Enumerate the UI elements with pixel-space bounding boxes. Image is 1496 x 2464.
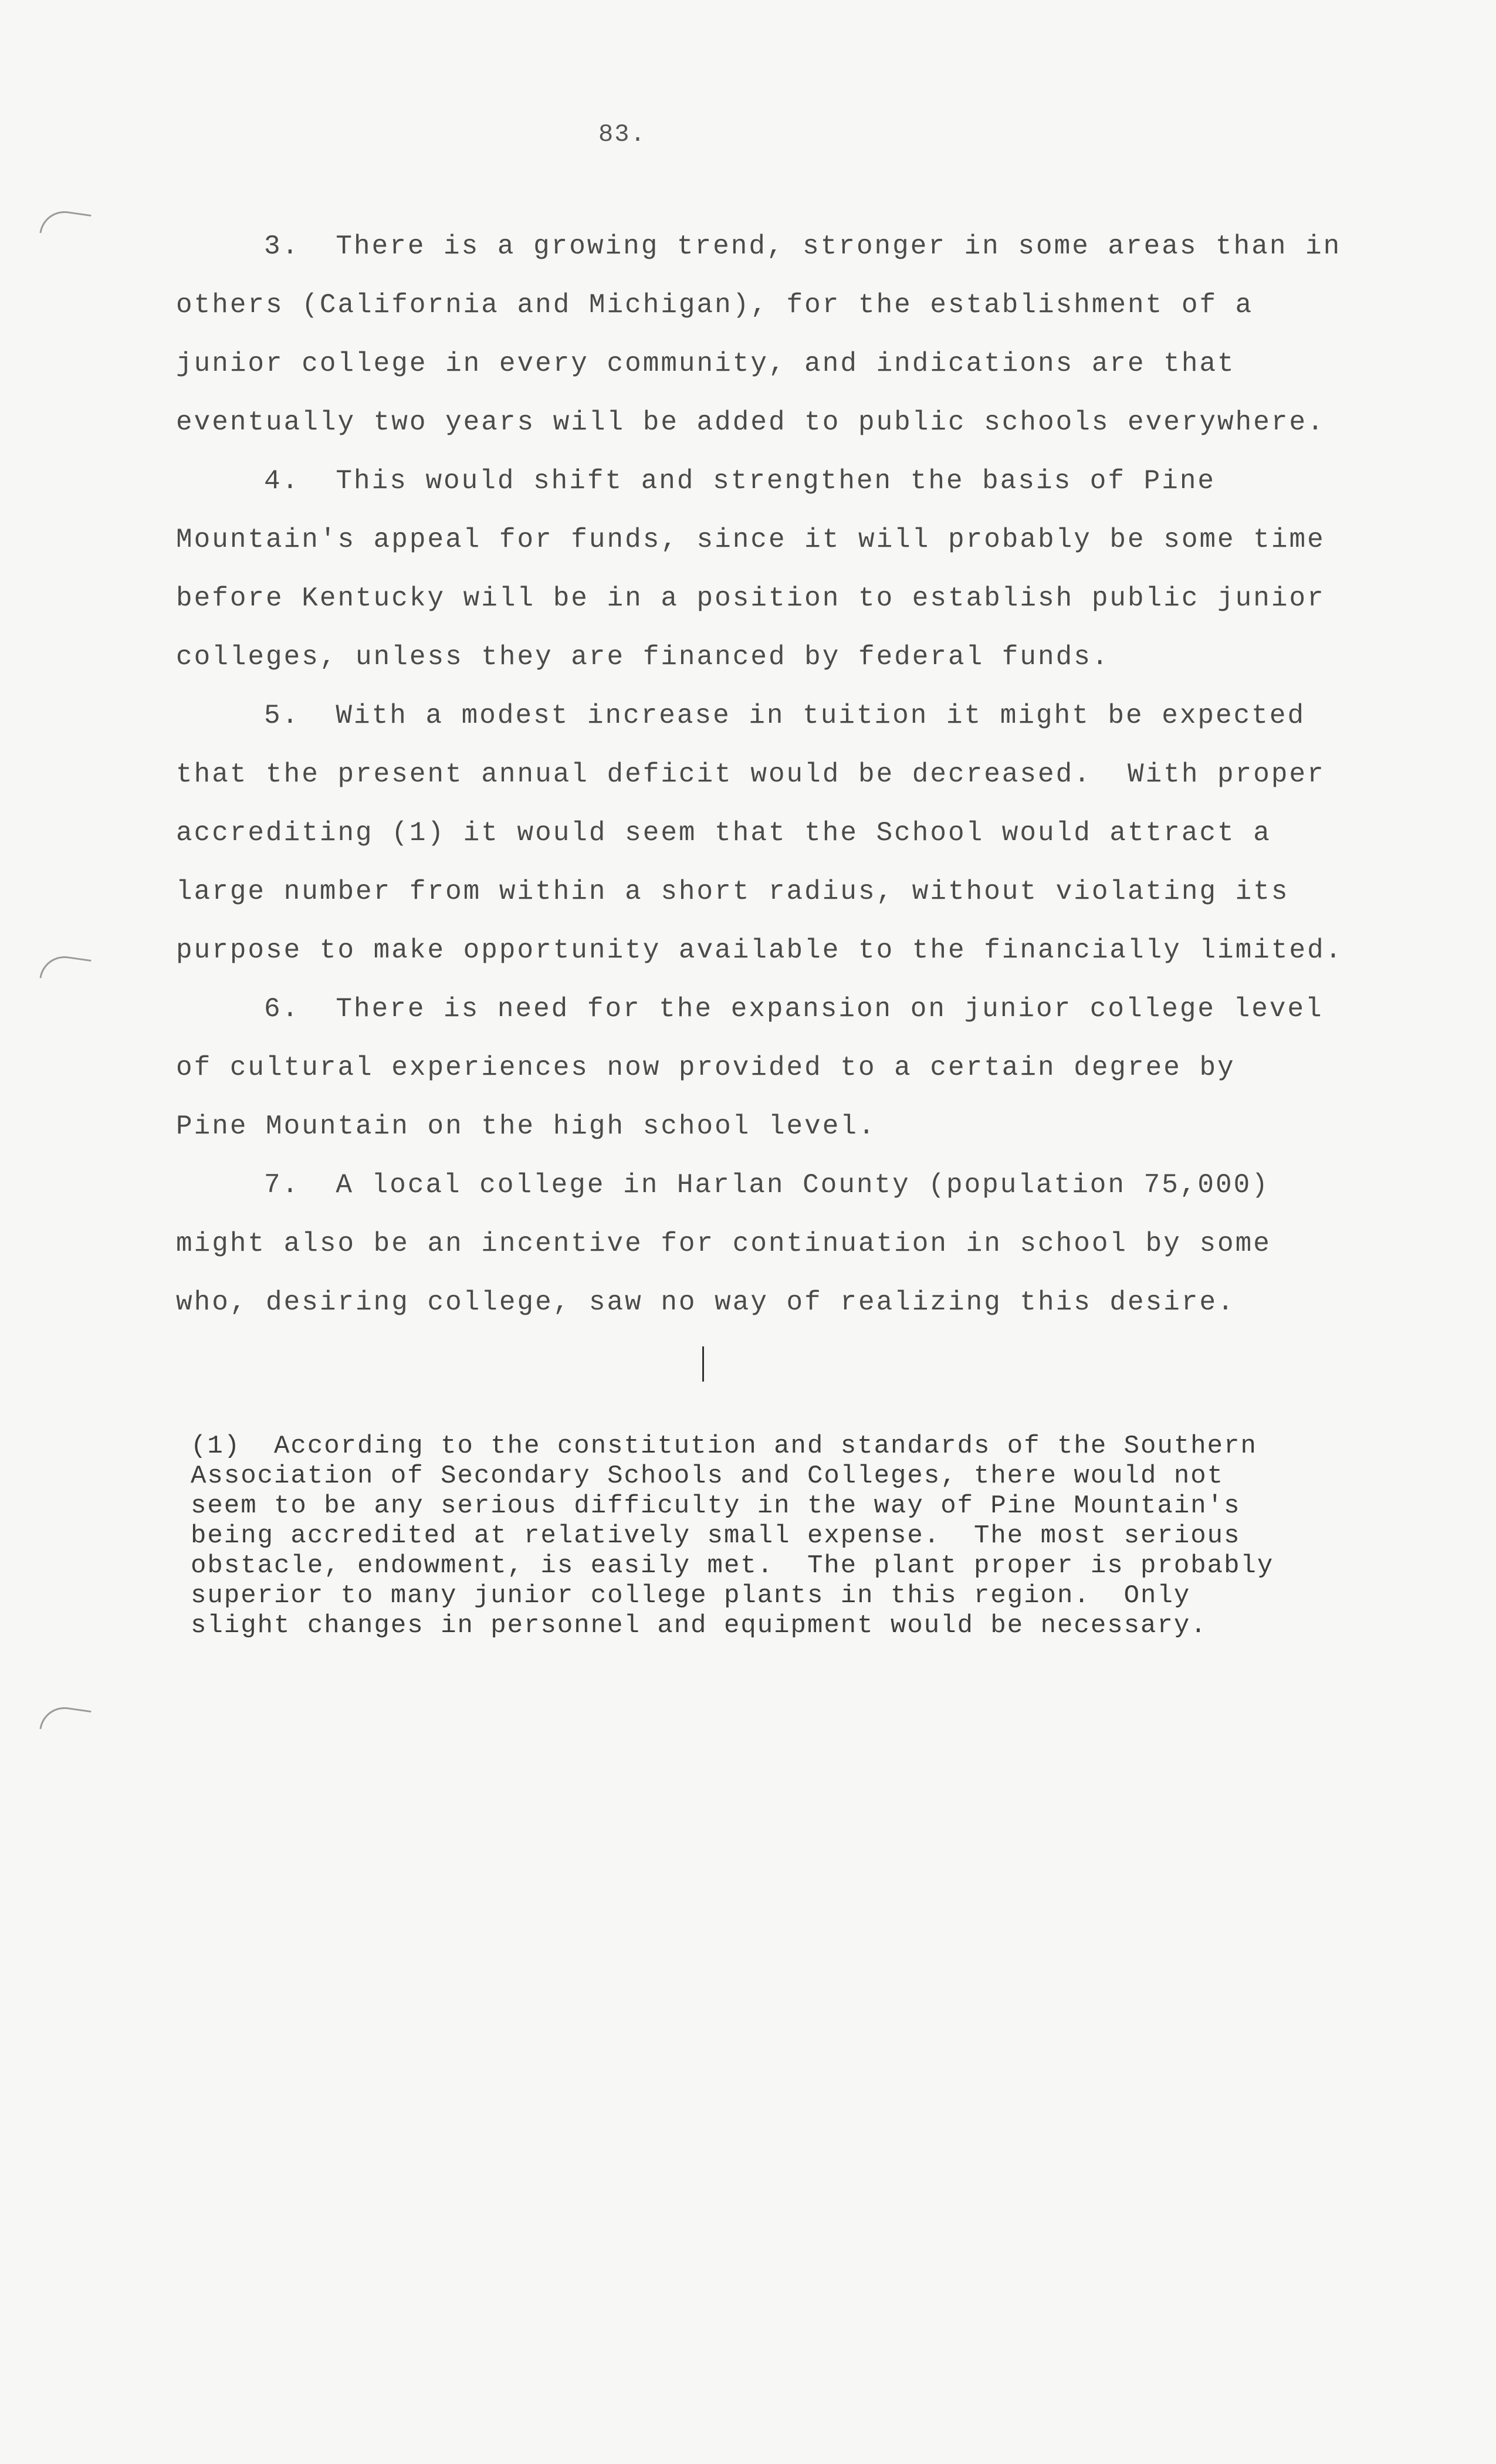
- paragraph-6-line-1: 6. There is need for the expansion on junior college level: [264, 994, 1324, 1024]
- punch-hole-mark-top: [39, 208, 91, 239]
- paragraph-3-line-2: others (California and Michigan), for the establishment of a: [176, 290, 1254, 320]
- paragraph-6-line-3: Pine Mountain on the high school level.: [176, 1111, 876, 1142]
- footnote-line-6: superior to many junior college plants in this region. Only: [191, 1581, 1191, 1610]
- page-number: 83.: [598, 120, 647, 148]
- paragraph-3-line-4: eventually two years will be added to public schools everywhere.: [176, 407, 1325, 438]
- footnote-line-2: Association of Secondary Schools and Colleges, there would not: [191, 1461, 1224, 1491]
- paragraph-4-line-2: Mountain's appeal for funds, since it will probably be some time: [176, 524, 1325, 555]
- paragraph-4-line-1: 4. This would shift and strengthen the basis of Pine: [264, 466, 1216, 496]
- paragraph-3-line-3: junior college in every community, and indications are that: [176, 348, 1236, 379]
- paragraph-7-line-3: who, desiring college, saw no way of realizing this desire.: [176, 1287, 1236, 1318]
- paragraph-4-line-4: colleges, unless they are financed by federal funds.: [176, 642, 1110, 672]
- punch-hole-mark-bottom: [39, 1704, 91, 1735]
- punch-hole-mark-middle: [39, 953, 91, 984]
- paragraph-6-line-2: of cultural experiences now provided to a certain degree by: [176, 1052, 1236, 1083]
- footnote-line-4: being accredited at relatively small expense. The most serious: [191, 1521, 1241, 1551]
- footnote-line-3: seem to be any serious difficulty in the way of Pine Mountain's: [191, 1491, 1241, 1521]
- pencil-tick-mark: [702, 1346, 704, 1382]
- footnote-line-5: obstacle, endowment, is easily met. The plant proper is probably: [191, 1551, 1274, 1580]
- paragraph-5-line-1: 5. With a modest increase in tuition it might be expected: [264, 700, 1306, 731]
- paragraph-5-line-5: purpose to make opportunity available to the financially limited.: [176, 935, 1343, 966]
- footnote-line-7: slight changes in personnel and equipment would be necessary.: [191, 1611, 1207, 1640]
- paragraph-3-line-1: 3. There is a growing trend, stronger in some areas than in: [264, 231, 1342, 262]
- footnote-line-1: (1) According to the constitution and standards of the Southern: [191, 1431, 1257, 1461]
- paragraph-7-line-2: might also be an incentive for continuation in school by some: [176, 1228, 1271, 1259]
- paragraph-5-line-2: that the present annual deficit would be decreased. With proper: [176, 759, 1325, 790]
- paragraph-5-line-4: large number from within a short radius, without violating its: [176, 876, 1289, 907]
- paragraph-5-line-3: accrediting (1) it would seem that the School would attract a: [176, 818, 1271, 848]
- paragraph-4-line-3: before Kentucky will be in a position to establish public junior: [176, 583, 1325, 614]
- paragraph-7-line-1: 7. A local college in Harlan County (population 75,000): [264, 1170, 1270, 1200]
